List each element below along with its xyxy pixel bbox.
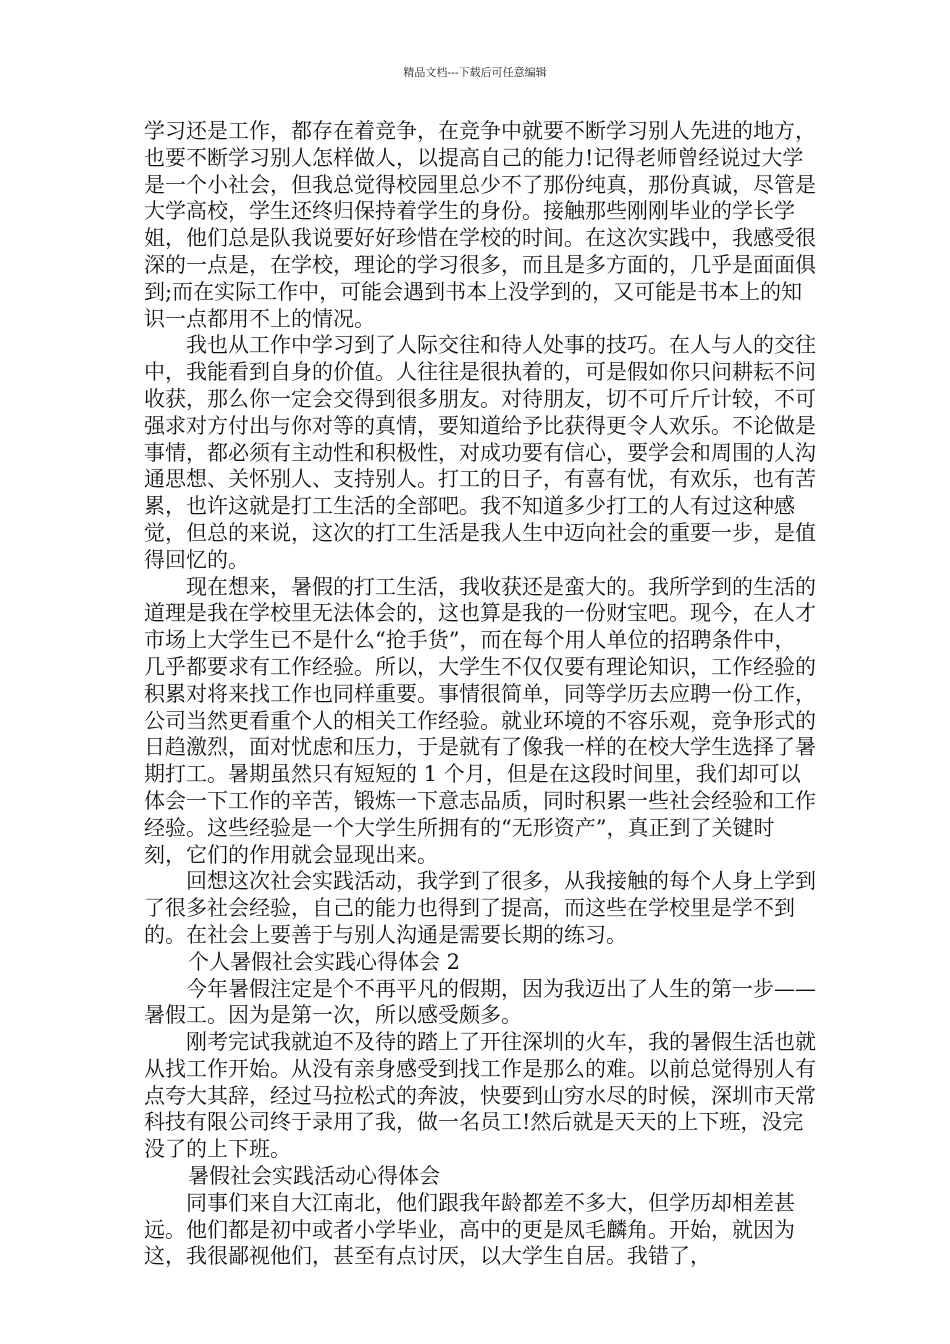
paragraph: 回想这次社会实践活动，我学到了很多，从我接触的每个人身上学到了很多社会经验，自己的能力也得到了提高，而这些在学校里是学不到的。在社会上要善于与别人沟通是需要长期的练习。 (144, 869, 816, 947)
paragraph: 现在想来，暑假的打工生活，我收获还是蛮大的。我所学到的生活的道理是我在学校里无法体会的，这也算是我的一份财宝吧。现今，在人才市场上大学生已不是什么“抢手货”，而在每个用人单位的招聘条件中，几乎都要求有工作经验。所以，大学生不仅仅要有理论知识，工作经验的积累对将来找工作也同样重要。事情很简单，同等学历去应聘一份工作，公司当然更看重个人的相关工作经验。就业环境的不容乐观，竞争形式的日趋激烈，面对忧虑和压力，于是就有了像我一样的在校大学生选择了暑期打工。暑期虽然只有短短的 1 个月，但是在这段时间里，我们却可以体会一下工作的辛苦，锻炼一下意志品质，同时积累一些社会经验和工作经验。这些经验是一个大学生所拥有的“无形资产”，真正到了关键时刻，它们的作用就会显现出来。 (144, 574, 816, 867)
page-header: 精品文档---下载后可任意编辑 (403, 66, 547, 79)
section-heading: 个人暑假社会实践心得体会 2 (188, 949, 461, 974)
paragraph: 我也从工作中学习到了人际交往和待人处事的技巧。在人与人的交往中，我能看到自身的价值。人往往是很执着的，可是假如你只问耕耘不问收获，那么你一定会交得到很多朋友。对待朋友，切不可斤斤计较，不可强求对方付出与你对等的真情，要知道给予比获得更令人欢乐。不论做是事情，都必须有主动性和积极性，对成功要有信心，要学会和周围的人沟通思想、关怀别人、支持别人。打工的日子，有喜有忧，有欢乐，也有苦累，也许这就是打工生活的全部吧。我不知道多少打工的人有过这种感觉，但总的来说，这次的打工生活是我人生中迈向社会的重要一步，是值得回忆的。 (144, 333, 816, 572)
paragraph: 刚考完试我就迫不及待的踏上了开往深圳的火车，我的暑假生活也就从找工作开始。从没有亲身感受到找工作是那么的难。以前总觉得别人有点夸大其辞，经过马拉松式的奔波，快要到山穷水尽的时候，深圳市天常科技有限公司终于录用了我，做一名员工!然后就是天天的上下班，没完没了的上下班。 (144, 1030, 816, 1162)
document-body (144, 118, 816, 1270)
paragraph: 学习还是工作，都存在着竞争，在竞争中就要不断学习别人先进的地方，也要不断学习别人怎样做人，以提高自己的能力!记得老师曾经说过大学是一个小社会，但我总觉得校园里总少不了那份纯真，那份真诚，尽管是大学高校，学生还终归保持着学生的身份。接触那些刚刚毕业的学长学姐，他们总是队我说要好好珍惜在学校的时间。在这次实践中，我感受很深的一点是，在学校，理论的学习很多，而且是多方面的，几乎是面面俱到;而在实际工作中，可能会遇到书本上没学到的，又可能是书本上的知识一点都用不上的情况。 (144, 119, 816, 331)
paragraph: 今年暑假注定是个不再平凡的假期，因为我迈出了人生的第一步——暑假工。因为是第一次，所以感受颇多。 (144, 976, 816, 1028)
paragraph: 同事们来自大江南北，他们跟我年龄都差不多大，但学历却相差甚远。他们都是初中或者小学毕业，高中的更是凤毛麟角。开始，就因为这，我很鄙视他们，甚至有点讨厌，以大学生自居。我错了， (144, 1190, 795, 1269)
section-heading: 暑假社会实践活动心得体会 (188, 1164, 440, 1189)
